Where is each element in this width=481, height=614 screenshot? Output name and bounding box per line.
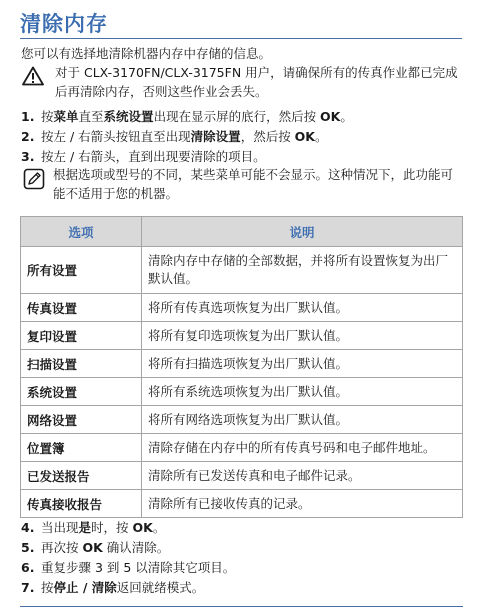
intro-text: 您可以有选择地清除机器内存中存储的信息。	[21, 46, 272, 61]
table-row	[21, 350, 463, 378]
step-text: 重复步骤 3 到 5 以清除其它项目。	[41, 560, 236, 575]
step-text: 按	[41, 580, 54, 595]
table-row	[21, 322, 463, 350]
step-text: ，然后按	[240, 129, 295, 144]
table-row	[21, 247, 463, 294]
step-number: 2.	[21, 129, 35, 144]
step-text: 。	[340, 109, 353, 124]
warning-text: 对于 CLX-3170FN/CLX-3175FN 用户，请确保所有的传真作业都已完成后再清除内存，否则这些作业会丢失。	[55, 65, 458, 99]
option-name: 传真接收报告	[21, 490, 142, 518]
step-text: 。	[314, 129, 328, 144]
option-description: 将所有传真选项恢复为出厂默认值。	[142, 294, 463, 322]
table-row	[21, 294, 463, 322]
step-keyword: 清除设置	[190, 129, 241, 144]
step-item	[21, 538, 466, 558]
option-description: 清除所有已发送传真和电子邮件记录。	[142, 462, 463, 490]
table-header-row	[21, 217, 463, 247]
step-item	[21, 558, 466, 578]
option-name: 位置簿	[21, 434, 142, 462]
title-divider	[20, 38, 462, 39]
step-keyword: OK	[132, 520, 153, 535]
step-number: 4.	[21, 520, 35, 535]
step-text: 确认清除。	[102, 540, 170, 555]
step-text: 出现在显示屏的底行，然后按	[153, 109, 321, 124]
option-name: 已发送报告	[21, 462, 142, 490]
option-description: 将所有复印选项恢复为出厂默认值。	[142, 322, 463, 350]
step-item	[21, 518, 466, 538]
step-text: 返回就绪模式。	[116, 580, 205, 595]
step-item	[21, 578, 466, 598]
step-keyword: 是	[78, 520, 92, 535]
steps-list-bottom	[21, 518, 466, 598]
option-description: 清除内存中存储的全部数据，并将所有设置恢复为出厂默认值。	[142, 247, 463, 294]
option-name: 系统设置	[21, 378, 142, 406]
table-body	[21, 247, 463, 518]
step-number: 6.	[21, 560, 35, 575]
option-name: 扫描设置	[21, 350, 142, 378]
option-name: 复印设置	[21, 322, 142, 350]
option-description: 将所有系统选项恢复为出厂默认值。	[142, 378, 463, 406]
page-title: 清除内存	[20, 12, 108, 36]
option-name: 传真设置	[21, 294, 142, 322]
step-number: 1.	[21, 109, 35, 124]
step-keyword: 菜单	[53, 109, 79, 124]
table-row	[21, 406, 463, 434]
step-keyword: 系统设置	[103, 109, 154, 124]
step-item	[21, 147, 466, 167]
step-text: 。	[152, 520, 166, 535]
step-keyword: 停止 / 清除	[53, 580, 117, 595]
option-description: 将所有网络选项恢复为出厂默认值。	[142, 406, 463, 434]
bottom-divider	[20, 606, 463, 607]
note-pencil-icon	[23, 168, 45, 190]
option-description: 将所有扫描选项恢复为出厂默认值。	[142, 350, 463, 378]
step-text: 按左 / 右箭头按钮直至出现	[41, 129, 191, 144]
table-header-option: 选项	[21, 217, 142, 247]
option-name: 所有设置	[21, 247, 142, 294]
step-item	[21, 107, 466, 127]
step-text: 按	[41, 109, 54, 124]
option-description: 清除所有已接收传真的记录。	[142, 490, 463, 518]
table-row	[21, 434, 463, 462]
table-header-description: 说明	[142, 217, 463, 247]
step-text: 按左 / 右箭头，直到出现要清除的项目。	[41, 149, 266, 164]
step-number: 7.	[21, 580, 35, 595]
step-text: 时，按	[91, 520, 133, 535]
table-row	[21, 490, 463, 518]
table-row	[21, 462, 463, 490]
note-text: 根据选项或型号的不同，某些菜单可能不会显示。这种情况下，此功能可能不适用于您的机器。	[53, 167, 454, 201]
step-keyword: OK	[82, 540, 103, 555]
step-keyword: OK	[320, 109, 341, 124]
step-item	[21, 127, 466, 147]
step-keyword: OK	[294, 129, 315, 144]
table-row	[21, 378, 463, 406]
step-number: 3.	[21, 149, 35, 164]
step-text: 直至	[78, 109, 104, 124]
step-text: 当出现	[41, 520, 79, 535]
warning-triangle-icon	[22, 66, 44, 86]
steps-list-top	[21, 107, 466, 167]
step-text: 再次按	[41, 540, 83, 555]
step-number: 5.	[21, 540, 35, 555]
option-description: 清除存储在内存中的所有传真号码和电子邮件地址。	[142, 434, 463, 462]
clear-memory-options-table	[20, 216, 463, 518]
option-name: 网络设置	[21, 406, 142, 434]
